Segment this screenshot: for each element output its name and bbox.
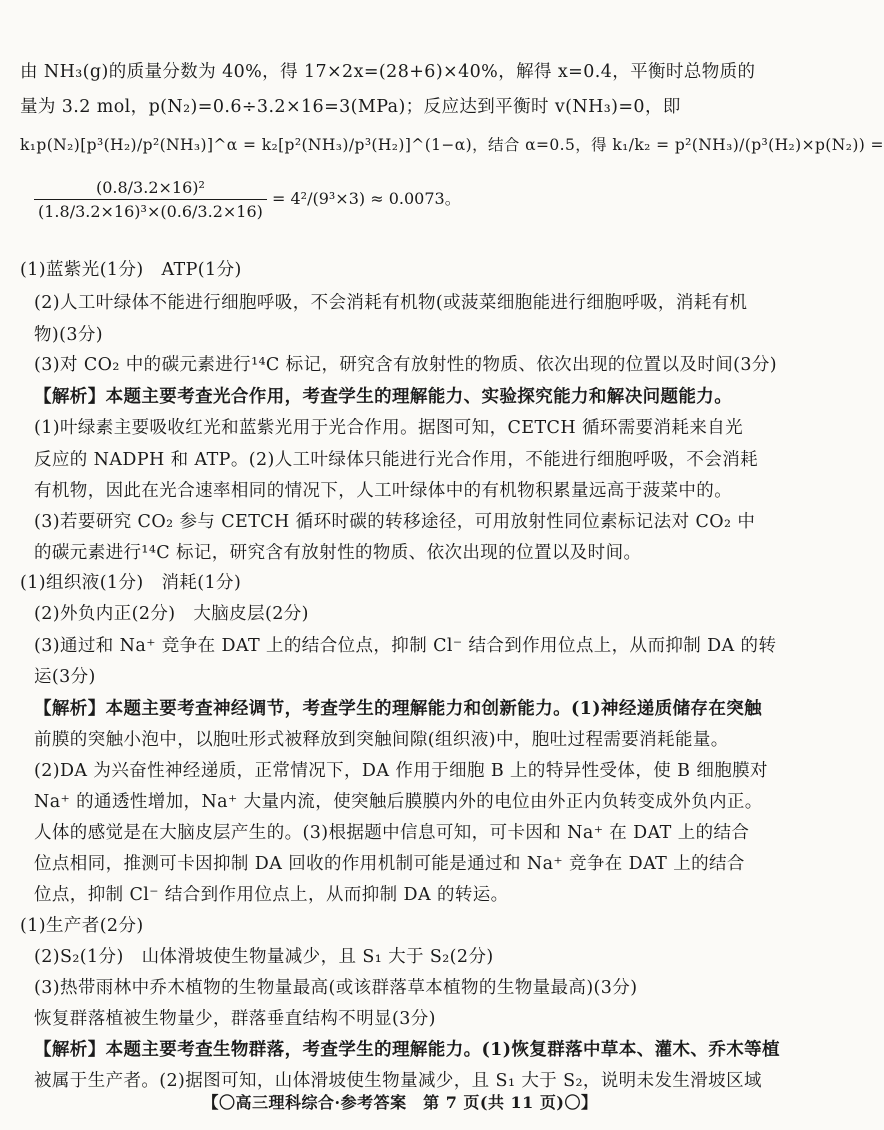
answer-line: (3)热带雨林中乔木植物的生物量最高(或该群落草本植物的生物量最高)(3分): [34, 978, 638, 998]
answer-line: (2)外负内正(2分) 大脑皮层(2分): [34, 604, 309, 624]
text-line: 有机物，因此在光合速率相同的情况下，人工叶绿体中的有机物积累量远高于菠菜中的。: [34, 481, 733, 501]
text-line: 前膜的突触小泡中，以胞吐形式被释放到突触间隙(组织液)中，胞吐过程需要消耗能量。: [34, 730, 729, 750]
text-line: k₁p(N₂)[p³(H₂)/p²(NH₃)]^α = k₂[p²(NH₃)/p³(H₂)]^(1−α)，结合 α=0.5，得 k₁/k₂ = p²(NH₃)/(p³(H₂)×p(N₂)) =: [20, 136, 884, 154]
equation: [34, 178, 634, 248]
answer-line: (1)组织液(1分) 消耗(1分): [20, 573, 242, 593]
text-line: 由 NH₃(g)的质量分数为 40%，得 17×2x=(28+6)×40%，解得 x=0.4，平衡时总物质的: [20, 62, 756, 82]
text-line: Na⁺ 的通透性增加，Na⁺ 大量内流，使突触后膜膜内外的电位由外正内负转变成外负内正。: [34, 792, 763, 812]
analysis-heading: 【解析】本题主要考查神经调节，考查学生的理解能力和创新能力。(1)神经递质储存在突触: [34, 699, 763, 719]
text-line: 位点，抑制 Cl⁻ 结合到作用位点上，从而抑制 DA 的转运。: [34, 885, 509, 905]
text-line: 量为 3.2 mol，p(N₂)=0.6÷3.2×16=3(MPa)；反应达到平衡时 v(NH₃)=0，即: [20, 97, 681, 117]
text-line: 的碳元素进行¹⁴C 标记，研究含有放射性的物质、依次出现的位置以及时间。: [34, 543, 642, 563]
text-line: 位点相同，推测可卡因抑制 DA 回收的作用机制可能是通过和 Na⁺ 竞争在 DAT 上的结合: [34, 854, 745, 874]
equation-fraction: [34, 178, 267, 221]
answer-line: 运(3分): [34, 667, 96, 687]
text-line: 被属于生产者。(2)据图可知，山体滑坡使生物量减少，且 S₁ 大于 S₂，说明未发生滑坡区域: [34, 1071, 762, 1091]
answer-line: (3)通过和 Na⁺ 竞争在 DAT 上的结合位点，抑制 Cl⁻ 结合到作用位点上，从而抑制 DA 的转: [34, 636, 777, 656]
analysis-heading: 【解析】本题主要考查光合作用，考查学生的理解能力、实验探究能力和解决问题能力。: [34, 387, 733, 407]
text-line: (3)若要研究 CO₂ 参与 CETCH 循环时碳的转移途径，可用放射性同位素标记法对 CO₂ 中: [34, 512, 756, 532]
answer-line: 物)(3分): [34, 325, 104, 345]
equation-denominator: (1.8/3.2×16)³×(0.6/3.2×16): [38, 202, 263, 221]
equation-numerator: (0.8/3.2×16)²: [34, 178, 267, 200]
answer-line: (1)蓝紫光(1分) ATP(1分): [20, 260, 242, 280]
answer-line: (2)S₂(1分) 山体滑坡使生物量减少，且 S₁ 大于 S₂(2分): [34, 947, 494, 967]
answer-line: (1)生产者(2分): [20, 916, 144, 936]
answer-line: 恢复群落植被生物量少，群落垂直结构不明显(3分): [34, 1009, 436, 1029]
analysis-heading: 【解析】本题主要考查生物群落，考查学生的理解能力。(1)恢复群落中草本、灌木、乔木等植: [34, 1040, 780, 1060]
page-footer: 【〇高三理科综合·参考答案 第 7 页(共 11 页)〇】: [202, 1093, 598, 1112]
answer-line: (3)对 CO₂ 中的碳元素进行¹⁴C 标记，研究含有放射性的物质、依次出现的位置以及时间(3分): [34, 355, 778, 375]
text-line: 人体的感觉是在大脑皮层产生的。(3)根据题中信息可知，可卡因和 Na⁺ 在 DAT 上的结合: [34, 823, 750, 843]
text-line: (1)叶绿素主要吸收红光和蓝紫光用于光合作用。据图可知，CETCH 循环需要消耗来自光: [34, 418, 744, 438]
text-line: (2)DA 为兴奋性神经递质，正常情况下，DA 作用于细胞 B 上的特异性受体，使 B 细胞膜对: [34, 761, 768, 781]
equation-result: = 4²/(9³×3) ≈ 0.0073。: [271, 189, 461, 208]
answer-line: (2)人工叶绿体不能进行细胞呼吸，不会消耗有机物(或菠菜细胞能进行细胞呼吸，消耗有机: [34, 293, 748, 313]
text-line: 反应的 NADPH 和 ATP。(2)人工叶绿体只能进行光合作用，不能进行细胞呼吸，不会消耗: [34, 450, 759, 470]
